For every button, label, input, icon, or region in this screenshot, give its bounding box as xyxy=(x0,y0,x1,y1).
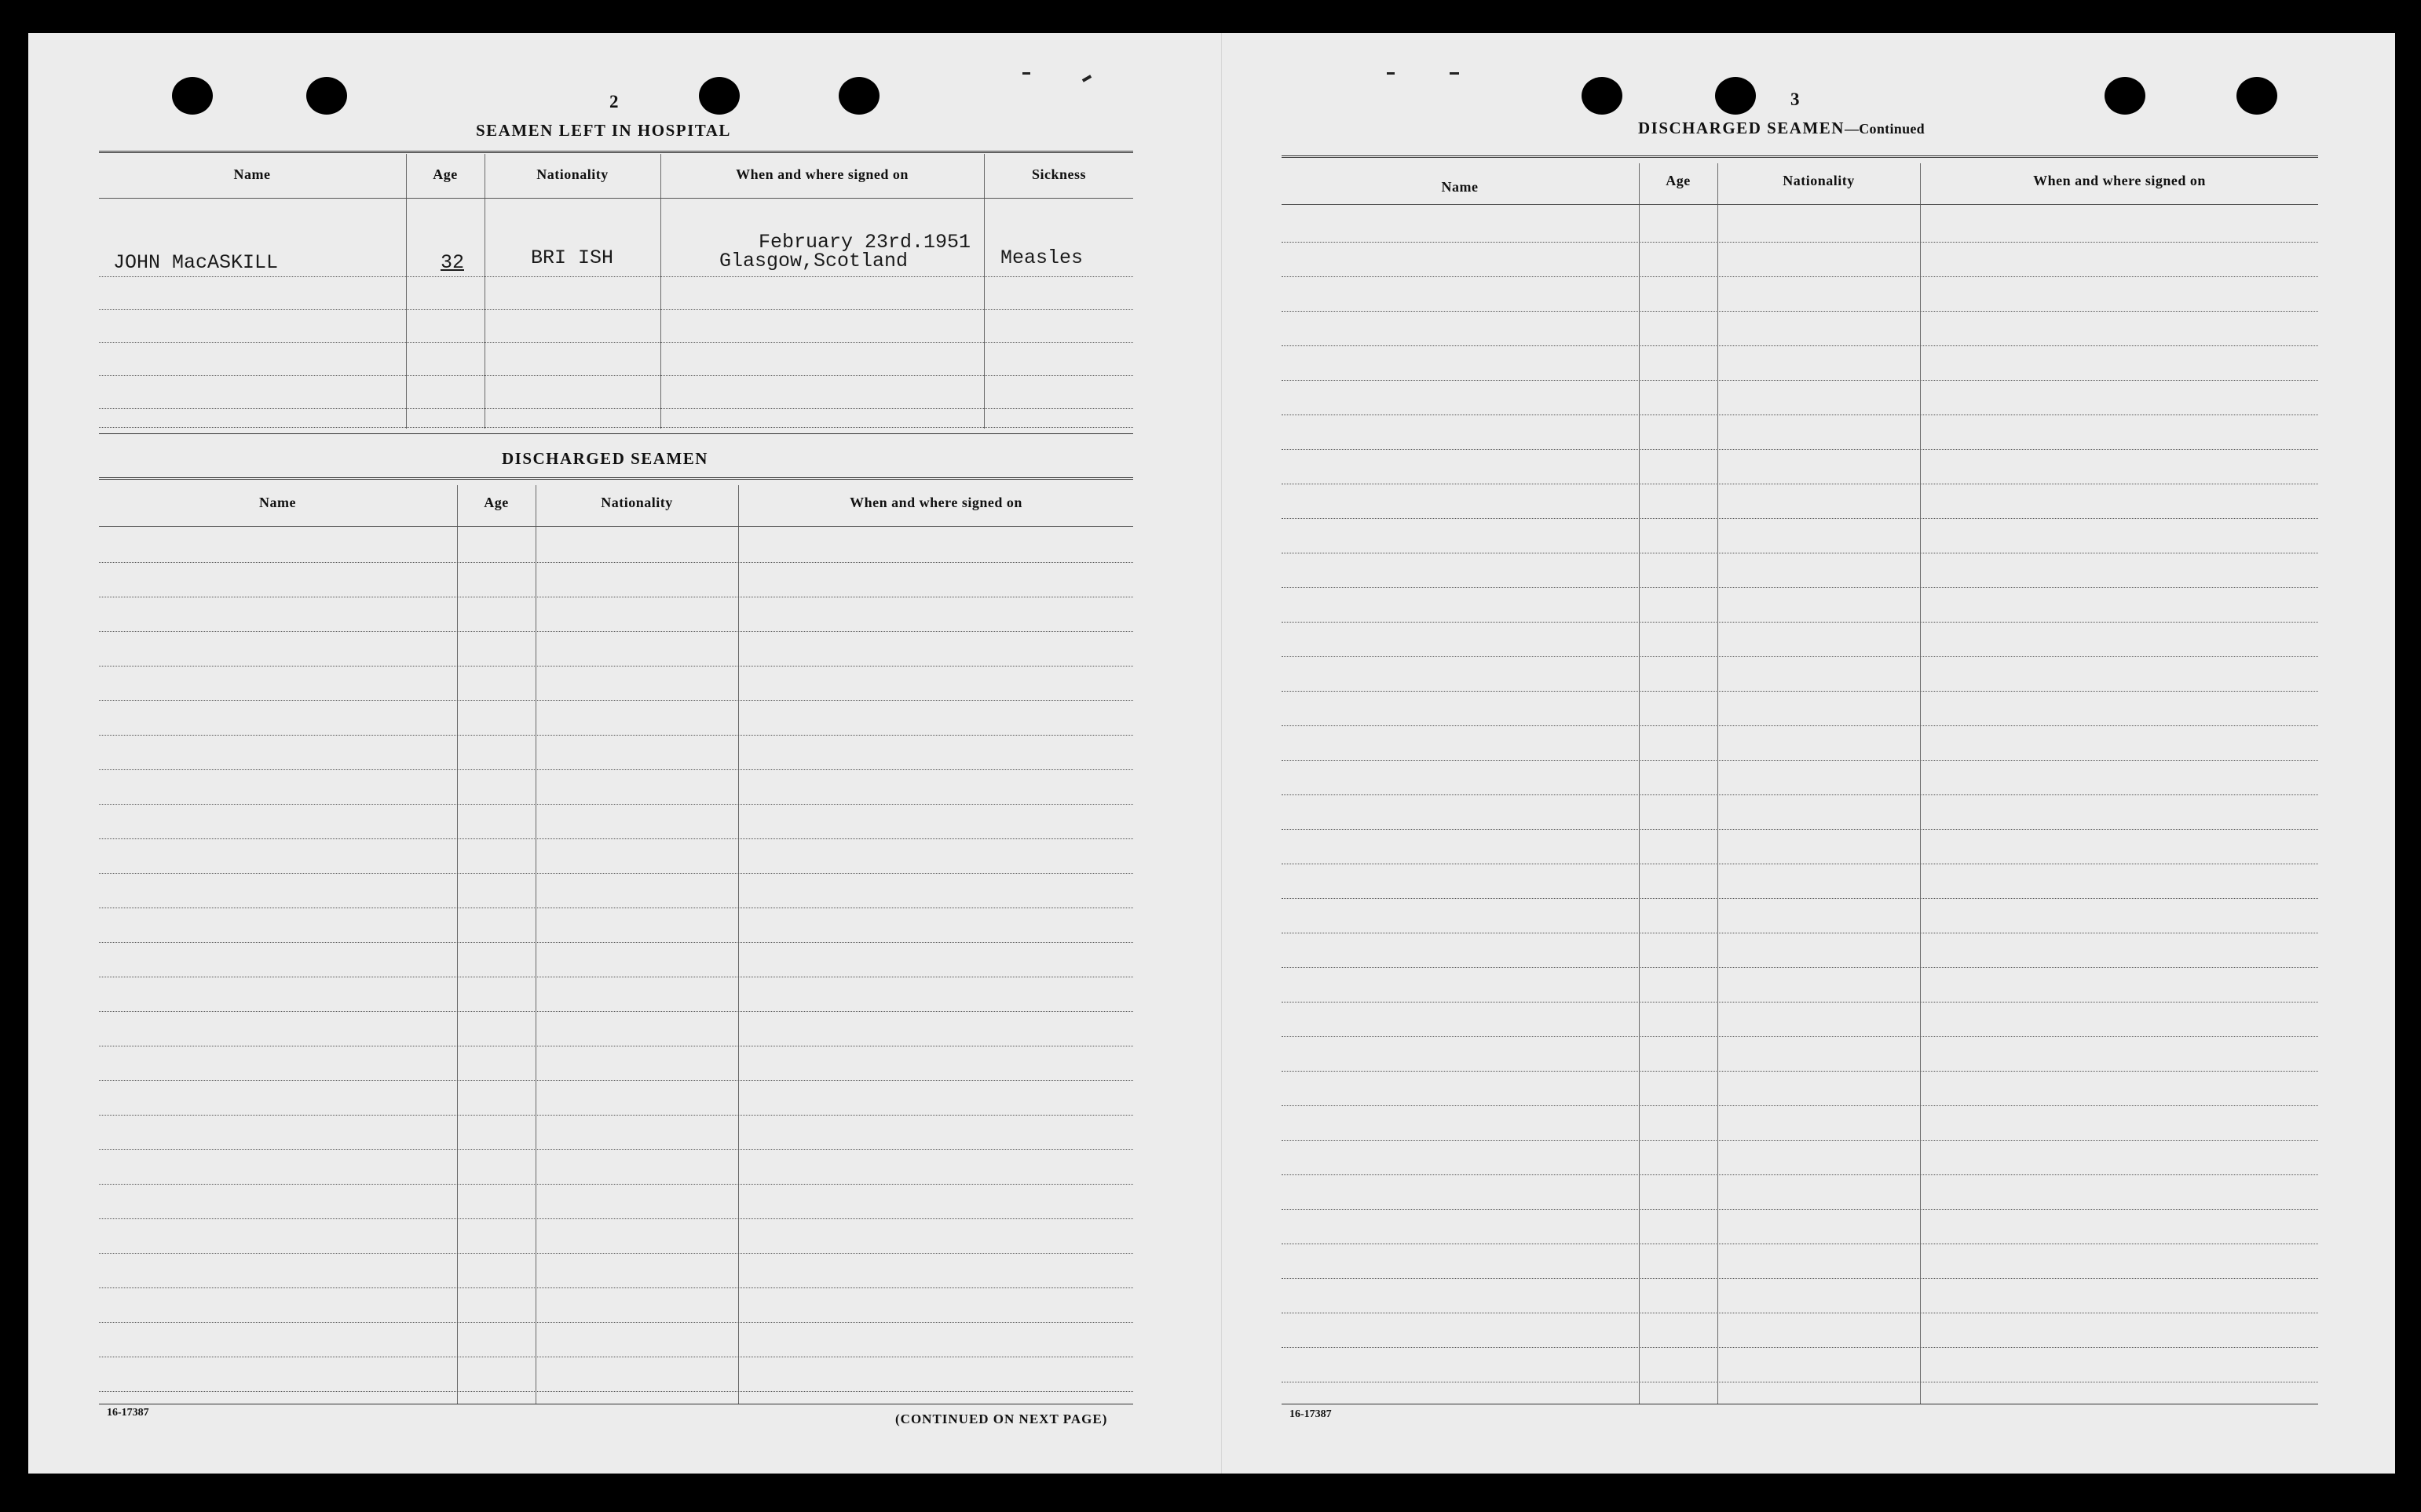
row-line xyxy=(99,375,1133,376)
row-line xyxy=(1282,622,2318,623)
row-line xyxy=(1282,380,2318,381)
punch-hole xyxy=(1582,77,1622,115)
punch-hole xyxy=(172,77,213,115)
ink-speck xyxy=(1450,72,1459,75)
left-page xyxy=(28,33,1221,1474)
row-line xyxy=(1282,587,2318,588)
row-line xyxy=(99,769,1133,770)
entry-age: 32 xyxy=(440,251,465,274)
header-rule xyxy=(99,526,1133,527)
punch-hole xyxy=(2236,77,2277,115)
col-head-age: Age xyxy=(1666,173,1691,188)
col-head-sickness: Sickness xyxy=(1031,166,1087,182)
row-line xyxy=(1282,1209,2318,1210)
row-line xyxy=(99,700,1133,701)
row-line xyxy=(1282,449,2318,450)
row-line xyxy=(99,1322,1133,1323)
punch-hole xyxy=(2105,77,2145,115)
row-line xyxy=(99,1287,1133,1288)
row-line xyxy=(99,408,1133,409)
col-head-when-where: When and where signed on xyxy=(2033,173,2206,188)
entry-name: JOHN MacASKILL xyxy=(113,251,279,274)
column-divider xyxy=(1639,163,1640,1404)
page-number: 2 xyxy=(609,92,619,111)
col-head-name: Name xyxy=(233,166,271,182)
row-line xyxy=(99,1115,1133,1116)
row-line xyxy=(99,1391,1133,1392)
discharged-continued-title xyxy=(1638,119,1925,138)
row-line xyxy=(99,1011,1133,1012)
entry-nationality: BRI ISH xyxy=(531,247,614,269)
punch-hole xyxy=(839,77,880,115)
column-divider xyxy=(406,154,407,429)
row-line xyxy=(1282,242,2318,243)
row-line xyxy=(1282,829,2318,830)
row-line xyxy=(1282,760,2318,761)
row-line xyxy=(99,942,1133,943)
punch-hole xyxy=(306,77,347,115)
row-line xyxy=(1282,691,2318,692)
row-line xyxy=(99,1184,1133,1185)
row-line xyxy=(1282,311,2318,312)
punch-hole xyxy=(1715,77,1756,115)
row-line xyxy=(1282,1105,2318,1106)
table-top-rule xyxy=(1282,155,2318,159)
row-line xyxy=(99,735,1133,736)
discharged-section-title: DISCHARGED SEAMEN xyxy=(502,449,708,468)
row-line xyxy=(99,1080,1133,1081)
col-head-nationality: Nationality xyxy=(536,166,609,182)
header-rule xyxy=(1282,204,2318,205)
row-line xyxy=(1282,656,2318,657)
row-line xyxy=(99,562,1133,563)
row-line xyxy=(1282,1140,2318,1141)
discharged-table-left xyxy=(99,477,1133,1443)
row-line xyxy=(99,427,1133,428)
row-line xyxy=(1282,1002,2318,1003)
row-line xyxy=(99,309,1133,310)
column-divider xyxy=(738,485,739,1404)
section-title-text: DISCHARGED SEAMEN xyxy=(1638,119,1845,137)
row-line xyxy=(1282,725,2318,726)
row-line xyxy=(99,804,1133,805)
col-head-when-where: When and where signed on xyxy=(850,495,1022,510)
column-divider xyxy=(1920,163,1921,1404)
form-code: 16-17387 xyxy=(1289,1408,1332,1420)
entry-signed-on-date: February 23rd.1951 xyxy=(759,231,971,254)
form-code: 16-17387 xyxy=(107,1407,149,1419)
row-line xyxy=(99,631,1133,632)
row-line xyxy=(1282,518,2318,519)
ink-speck xyxy=(1082,75,1092,82)
row-line xyxy=(1282,794,2318,795)
hospital-table xyxy=(99,151,1133,465)
hospital-section-title: SEAMEN LEFT IN HOSPITAL xyxy=(476,121,731,140)
column-divider xyxy=(984,154,985,429)
column-divider xyxy=(660,154,661,429)
col-head-age: Age xyxy=(484,495,509,510)
col-head-age: Age xyxy=(433,166,458,182)
entry-sickness: Measles xyxy=(1000,247,1084,269)
row-line xyxy=(99,1149,1133,1150)
row-line xyxy=(1282,967,2318,968)
header-rule xyxy=(99,198,1133,199)
col-head-nationality: Nationality xyxy=(1783,173,1855,188)
continued-note: (CONTINUED ON NEXT PAGE) xyxy=(895,1412,1108,1426)
row-line xyxy=(1282,1174,2318,1175)
row-line xyxy=(99,1218,1133,1219)
punch-hole xyxy=(699,77,740,115)
row-line xyxy=(99,666,1133,667)
ink-speck xyxy=(1022,72,1030,75)
discharged-table-right xyxy=(1282,155,2318,1443)
table-bottom-rule xyxy=(99,433,1133,434)
row-line xyxy=(99,1253,1133,1254)
page-number: 3 xyxy=(1790,89,1800,109)
row-line xyxy=(99,276,1133,277)
right-page xyxy=(1221,33,2395,1474)
col-head-name: Name xyxy=(259,495,296,510)
table-top-rule xyxy=(99,151,1133,155)
section-title-suffix: —Continued xyxy=(1844,121,1925,137)
row-line xyxy=(99,873,1133,874)
row-line xyxy=(1282,345,2318,346)
ink-speck xyxy=(1387,72,1395,75)
column-divider xyxy=(1717,163,1718,1404)
column-divider xyxy=(457,485,458,1404)
col-head-name: Name xyxy=(1441,179,1479,195)
row-line xyxy=(1282,898,2318,899)
row-line xyxy=(1282,1071,2318,1072)
row-line xyxy=(1282,276,2318,277)
row-line xyxy=(99,838,1133,839)
row-line xyxy=(1282,1278,2318,1279)
row-line xyxy=(99,342,1133,343)
col-head-when-where: When and where signed on xyxy=(736,166,909,182)
row-line xyxy=(1282,1036,2318,1037)
row-line xyxy=(1282,1347,2318,1348)
col-head-nationality: Nationality xyxy=(601,495,673,510)
entry-signed-on-place: Glasgow,Scotland xyxy=(719,250,909,272)
table-top-rule xyxy=(99,477,1133,481)
